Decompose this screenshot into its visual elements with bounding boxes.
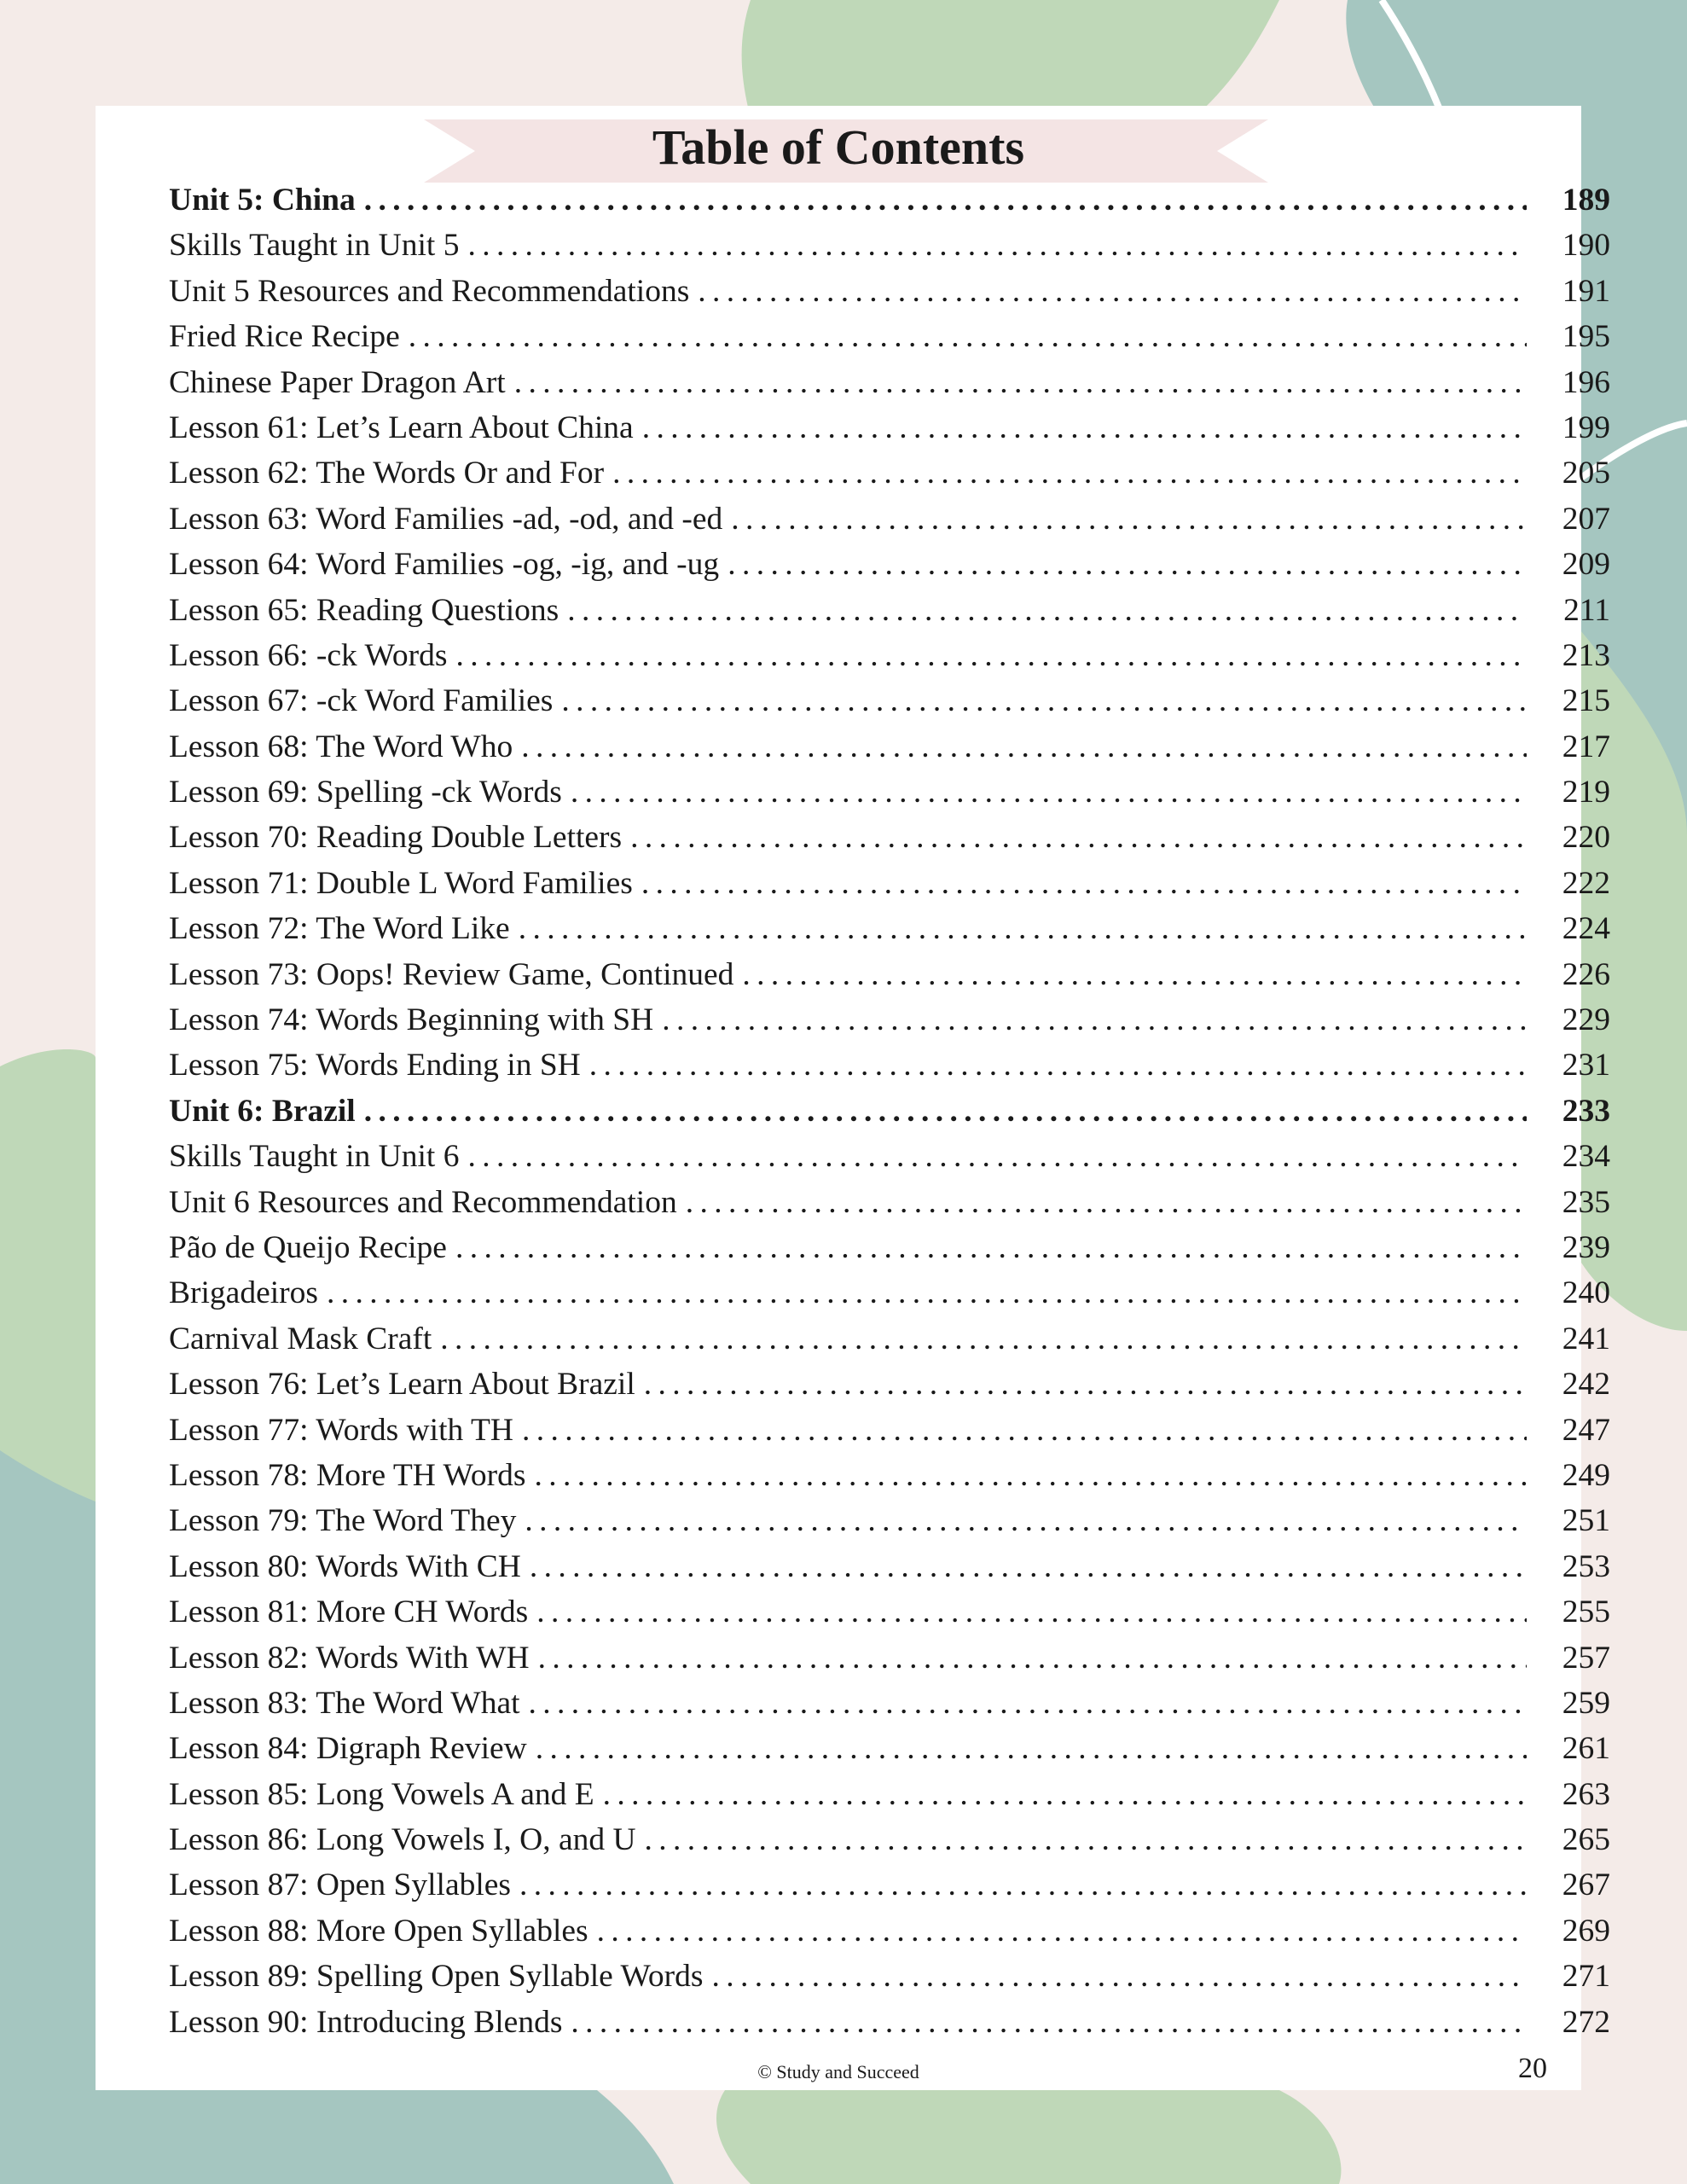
toc-entry xyxy=(169,1270,1610,1316)
dot-leader xyxy=(589,1043,1527,1088)
dot-leader xyxy=(535,1453,1528,1498)
toc-entry xyxy=(169,1134,1610,1179)
toc-entry-title: Lesson 64: Word Families -og, -ig, and -ug xyxy=(169,547,720,583)
toc-entry-title: Skills Taught in Unit 5 xyxy=(169,228,460,264)
toc-entry-title: Lesson 65: Reading Questions xyxy=(169,592,559,628)
toc-entry xyxy=(169,588,1610,633)
green-blob-left xyxy=(0,1049,96,1527)
toc-entry-title: Carnival Mask Craft xyxy=(169,1321,432,1356)
toc-entry xyxy=(169,1362,1610,1407)
toc-entry xyxy=(169,678,1610,723)
toc-entry-page: 240 xyxy=(1562,1275,1610,1311)
dot-leader xyxy=(467,223,1527,268)
toc-entry-page: 253 xyxy=(1562,1548,1610,1584)
toc-entry xyxy=(169,724,1610,770)
toc-entry xyxy=(169,633,1610,678)
dot-leader xyxy=(686,1180,1527,1225)
toc-entry-page: 247 xyxy=(1562,1412,1610,1448)
toc-entry-title: Lesson 84: Digraph Review xyxy=(169,1731,527,1767)
dot-leader xyxy=(530,1544,1527,1589)
toc-entry-page: 231 xyxy=(1562,1048,1610,1083)
toc-entry-title: Unit 5: China xyxy=(169,183,356,218)
toc-unit-heading xyxy=(169,177,1610,223)
toc-entry-page: 213 xyxy=(1562,637,1610,673)
toc-entry-page: 242 xyxy=(1562,1367,1610,1403)
content-card xyxy=(96,106,1610,2090)
toc-entry xyxy=(169,952,1610,997)
toc-entry-page: 207 xyxy=(1562,501,1610,537)
toc-entry xyxy=(169,269,1610,314)
toc-list xyxy=(169,177,1610,2045)
toc-entry-page: 267 xyxy=(1562,1867,1610,1903)
dot-leader xyxy=(455,633,1527,678)
toc-entry-title: Lesson 79: The Word They xyxy=(169,1503,517,1539)
copyright-footer: © Study and Succeed xyxy=(757,2061,919,2082)
toc-entry-title: Skills Taught in Unit 6 xyxy=(169,1139,460,1175)
toc-entry-title: Lesson 78: More TH Words xyxy=(169,1457,526,1493)
toc-entry-page: 234 xyxy=(1562,1139,1610,1175)
toc-entry-page: 229 xyxy=(1562,1002,1610,1038)
toc-entry-page: 249 xyxy=(1562,1457,1610,1493)
toc-entry-title: Lesson 90: Introducing Blends xyxy=(169,2004,563,2040)
dot-leader xyxy=(455,1225,1527,1270)
toc-entry-page: 189 xyxy=(1562,183,1610,218)
toc-entry-title: Lesson 61: Let’s Learn About China xyxy=(169,410,634,445)
toc-entry-page: 259 xyxy=(1562,1685,1610,1721)
dot-leader xyxy=(711,1954,1527,1999)
toc-entry xyxy=(169,1043,1610,1088)
toc-entry-page: 251 xyxy=(1562,1503,1610,1539)
toc-entry-title: Lesson 75: Words Ending in SH xyxy=(169,1048,581,1083)
dot-leader xyxy=(728,542,1527,587)
toc-entry-title: Lesson 71: Double L Word Families xyxy=(169,865,633,901)
toc-entry-title: Unit 6 Resources and Recommendation xyxy=(169,1184,677,1220)
toc-entry xyxy=(169,1772,1610,1817)
toc-entry-title: Lesson 77: Words with TH xyxy=(169,1412,513,1448)
dot-leader xyxy=(536,1726,1527,1771)
toc-entry xyxy=(169,542,1610,587)
dot-leader xyxy=(571,2000,1527,2045)
toc-entry-page: 272 xyxy=(1562,2004,1610,2040)
dot-leader xyxy=(644,1362,1527,1407)
toc-entry-page: 241 xyxy=(1562,1321,1610,1356)
toc-entry xyxy=(169,1180,1610,1225)
dot-leader xyxy=(440,1316,1527,1362)
dot-leader xyxy=(571,770,1527,815)
toc-entry-page: 233 xyxy=(1562,1093,1610,1129)
toc-entry-page: 255 xyxy=(1562,1594,1610,1630)
toc-entry xyxy=(169,815,1610,860)
toc-entry-title: Lesson 63: Word Families -ad, -od, and -ed xyxy=(169,501,723,537)
toc-entry-page: 215 xyxy=(1562,683,1610,719)
toc-entry-title: Lesson 74: Words Beginning with SH xyxy=(169,1002,654,1038)
green-blob-bottom xyxy=(716,2090,1341,2184)
dot-leader xyxy=(514,360,1527,405)
toc-entry-title: Lesson 73: Oops! Review Game, Continued xyxy=(169,956,734,992)
toc-entry xyxy=(169,906,1610,951)
toc-entry-title: Lesson 86: Long Vowels I, O, and U xyxy=(169,1822,636,1858)
toc-entry xyxy=(169,1544,1610,1589)
toc-entry-title: Brigadeiros xyxy=(169,1275,318,1311)
toc-entry-title: Lesson 69: Spelling -ck Words xyxy=(169,775,562,810)
toc-entry-title: Lesson 82: Words With WH xyxy=(169,1640,530,1676)
toc-entry-title: Pão de Queijo Recipe xyxy=(169,1229,447,1265)
toc-entry-page: 195 xyxy=(1562,319,1610,355)
dot-leader xyxy=(597,1908,1527,1954)
toc-entry-title: Lesson 76: Let’s Learn About Brazil xyxy=(169,1367,635,1403)
toc-entry xyxy=(169,405,1610,450)
toc-entry-page: 261 xyxy=(1562,1731,1610,1767)
toc-entry-page: 209 xyxy=(1562,547,1610,583)
toc-entry-title: Lesson 85: Long Vowels A and E xyxy=(169,1776,594,1812)
toc-entry-title: Lesson 83: The Word What xyxy=(169,1685,520,1721)
toc-entry xyxy=(169,223,1610,268)
toc-entry-page: 224 xyxy=(1562,911,1610,947)
toc-entry-title: Lesson 62: The Words Or and For xyxy=(169,456,605,491)
toc-entry xyxy=(169,997,1610,1043)
dot-leader xyxy=(630,815,1527,860)
toc-entry-title: Lesson 81: More CH Words xyxy=(169,1594,529,1630)
toc-entry-page: 190 xyxy=(1562,228,1610,264)
dot-leader xyxy=(645,1817,1527,1862)
toc-entry-title: Lesson 66: -ck Words xyxy=(169,637,448,673)
toc-entry xyxy=(169,1589,1610,1635)
dot-leader xyxy=(538,1635,1527,1681)
toc-entry xyxy=(169,1954,1610,1999)
toc-entry-page: 222 xyxy=(1562,865,1610,901)
dot-leader xyxy=(612,450,1527,496)
toc-entry xyxy=(169,1635,1610,1681)
dot-leader xyxy=(698,269,1527,314)
dot-leader xyxy=(742,952,1527,997)
toc-entry-title: Lesson 88: More Open Syllables xyxy=(169,1913,588,1949)
toc-entry-title: Lesson 70: Reading Double Letters xyxy=(169,820,623,856)
dot-leader xyxy=(521,724,1527,770)
toc-entry-title: Chinese Paper Dragon Art xyxy=(169,364,506,400)
toc-entry xyxy=(169,360,1610,405)
dot-leader xyxy=(522,1408,1527,1453)
toc-entry xyxy=(169,1498,1610,1543)
dot-leader xyxy=(536,1589,1527,1635)
toc-entry xyxy=(169,1453,1610,1498)
toc-entry-title: Lesson 67: -ck Word Families xyxy=(169,683,554,719)
toc-entry-page: 271 xyxy=(1562,1959,1610,1995)
dot-leader xyxy=(467,1134,1527,1179)
toc-entry-page: 196 xyxy=(1562,364,1610,400)
dot-leader xyxy=(529,1681,1527,1726)
toc-entry-page: 211 xyxy=(1563,592,1610,628)
toc-entry-page: 205 xyxy=(1562,456,1610,491)
toc-entry-page: 217 xyxy=(1562,729,1610,764)
toc-entry-page: 269 xyxy=(1562,1913,1610,1949)
toc-entry-page: 191 xyxy=(1562,273,1610,309)
toc-entry-title: Lesson 89: Spelling Open Syllable Words xyxy=(169,1959,704,1995)
toc-entry-title: Unit 5 Resources and Recommendations xyxy=(169,273,690,309)
toc-entry-page: 219 xyxy=(1562,775,1610,810)
page-number: 20 xyxy=(1518,2053,1547,2084)
toc-entry-page: 220 xyxy=(1562,820,1610,856)
toc-entry xyxy=(169,770,1610,815)
toc-entry xyxy=(169,2000,1610,2045)
toc-entry xyxy=(169,1817,1610,1862)
toc-entry-title: Lesson 80: Words With CH xyxy=(169,1548,521,1584)
toc-entry xyxy=(169,314,1610,359)
toc-entry-title: Unit 6: Brazil xyxy=(169,1093,356,1129)
dot-leader xyxy=(364,1089,1527,1134)
toc-entry-title: Fried Rice Recipe xyxy=(169,319,400,355)
toc-entry-page: 257 xyxy=(1562,1640,1610,1676)
toc-entry xyxy=(169,1316,1610,1362)
toc-unit-heading xyxy=(169,1089,1610,1134)
toc-entry xyxy=(169,1681,1610,1726)
dot-leader xyxy=(327,1270,1527,1316)
dot-leader xyxy=(519,1862,1527,1908)
toc-entry xyxy=(169,497,1610,542)
dot-leader xyxy=(641,861,1527,906)
dot-leader xyxy=(561,678,1527,723)
dot-leader xyxy=(364,177,1527,223)
toc-entry-page: 263 xyxy=(1562,1776,1610,1812)
toc-entry-page: 239 xyxy=(1562,1229,1610,1265)
dot-leader xyxy=(731,497,1527,542)
toc-entry xyxy=(169,450,1610,496)
toc-entry-title: Lesson 87: Open Syllables xyxy=(169,1867,512,1903)
toc-entry-page: 226 xyxy=(1562,956,1610,992)
toc-entry-page: 265 xyxy=(1562,1822,1610,1858)
toc-entry xyxy=(169,1862,1610,1908)
page-title: Table of Contents xyxy=(652,119,1025,175)
toc-entry-page: 235 xyxy=(1562,1184,1610,1220)
toc-entry xyxy=(169,1908,1610,1954)
dot-leader xyxy=(409,314,1527,359)
dot-leader xyxy=(567,588,1527,633)
dot-leader xyxy=(603,1772,1527,1817)
toc-entry xyxy=(169,1726,1610,1771)
dot-leader xyxy=(642,405,1527,450)
toc-entry-title: Lesson 72: The Word Like xyxy=(169,911,510,947)
dot-leader xyxy=(662,997,1527,1043)
dot-leader xyxy=(519,906,1527,951)
toc-entry-title: Lesson 68: The Word Who xyxy=(169,729,513,764)
toc-entry xyxy=(169,1225,1610,1270)
toc-entry-page: 199 xyxy=(1562,410,1610,445)
toc-entry xyxy=(169,1408,1610,1453)
dot-leader xyxy=(525,1498,1527,1543)
toc-entry xyxy=(169,861,1610,906)
